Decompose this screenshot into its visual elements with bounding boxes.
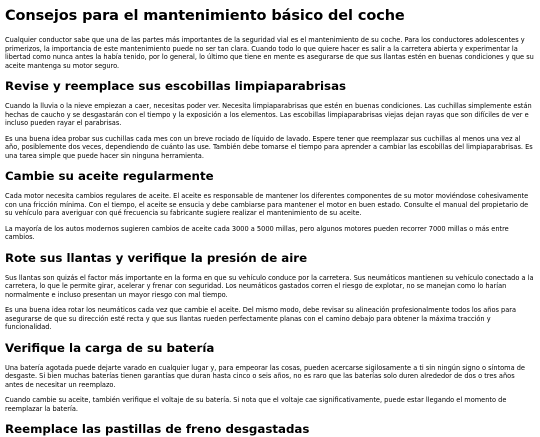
section-paragraph: La mayoría de los autos modernos sugieren cambios de aceite cada 3000 a 5000 millas, pero algunos motores pueden recorrer 7000 millas o más entre cambios. bbox=[5, 224, 509, 241]
page-title: Consejos para el mantenimiento básico del coche bbox=[5, 8, 405, 24]
section-oil bbox=[5, 169, 535, 242]
section-paragraph: Una batería agotada puede dejarte varado en cualquier lugar y, para empeorar las cosas, pueden acercarse sigilosamente a ti sin ningún signo o síntoma de desgaste. Si bien muchas baterías tienen garantías que duran hasta cinco o seis años, no es raro que las baterías solo duren alrededor de dos o tres años antes de necesitar un reemplazo. bbox=[5, 363, 525, 389]
section-heading: Verifique la carga de su batería bbox=[5, 340, 215, 355]
section-paragraph: Cada motor necesita cambios regulares de aceite. El aceite es responsable de mantener los diferentes componentes de su motor moviéndose cohesivamente con una fricción mínima. Con el tiempo, el aceite se ensucia y debe cambiarse para mantener el motor en buen estado. Consulte el manual del propietario de su vehículo para averiguar con qué frecuencia su fabricante sugiere realizar el mantenimiento de su aceite. bbox=[5, 192, 529, 217]
section-battery bbox=[5, 341, 535, 414]
section-paragraph: Es una buena idea probar sus cuchillas cada mes con un breve rociado de líquido de lavado. Espere tener que reemplazar sus cuchillas al menos una vez al año, posiblemente dos veces, dependiendo de cuánto las use. También debe tomarse el tiempo para aprender a cambiar las escobillas del limpiaparabrisas. Es una tarea simple que puede hacer sin ninguna herramienta. bbox=[5, 134, 533, 160]
intro-paragraph: Cualquier conductor sabe que una de las partes más importantes de la seguridad vial es el mantenimiento de su coche. Para los conductores adolescentes y primerizos, la importancia de este mantenimiento puede no ser tan clara. Cuando todo lo que quiere hacer es salir a la carretera abierta y experimentar la libertad como nunca antes la había tenido, por lo general, lo último que tiene en mente es asegurarse de que sus llantas estén en buenas condiciones y que su aceite mantenga su motor seguro. bbox=[5, 36, 534, 70]
section-heading: Rote sus llantas y verifique la presión de aire bbox=[5, 250, 308, 265]
section-paragraph: Cuando la lluvia o la nieve empiezan a caer, necesitas poder ver. Necesita limpiaparabrisas que estén en buenas condiciones. Las cuchillas simplemente están hechas de caucho y se desgastarán con el tiempo y la exposición a los elementos. Las escobillas limpiaparabrisas viejas dejan rayas que son difíciles de ver e incluso pueden rayar el parabrisas. bbox=[5, 102, 532, 127]
section-paragraph: Cuando cambie su aceite, también verifique el voltaje de su batería. Si nota que el voltaje cae significativamente, puede estar llegando el momento de reemplazar la batería. bbox=[5, 396, 507, 413]
section-wipers bbox=[5, 79, 535, 160]
section-paragraph: Sus llantas son quizás el factor más importante en la forma en que su vehículo conduce por la carretera. Sus neumáticos mantienen su vehículo conectado a la carretera, lo que le permite girar, acelerar y frenar con seguridad. Los neumáticos gastados corren el riesgo de explotar, no se manejan como lo harían normalmente e incluso presentan un mayor riesgo con mal tiempo. bbox=[5, 273, 534, 299]
section-heading: Reemplace las pastillas de freno desgastadas bbox=[5, 422, 310, 436]
section-heading: Cambie su aceite regularmente bbox=[5, 169, 214, 183]
section-paragraph: Es una buena idea rotar los neumáticos cada vez que cambie el aceite. Del mismo modo, debe revisar su alineación profesionalmente todos los años para asegurarse de que su dirección esté recta y que sus llantas rueden perfectamente planas con el camino debajo para obtener la máxima tracción y funcionalidad. bbox=[5, 306, 517, 331]
section-tires bbox=[5, 251, 535, 332]
section-heading: Revise y reemplace sus escobillas limpiaparabrisas bbox=[5, 79, 347, 93]
section-brakes bbox=[5, 422, 535, 437]
